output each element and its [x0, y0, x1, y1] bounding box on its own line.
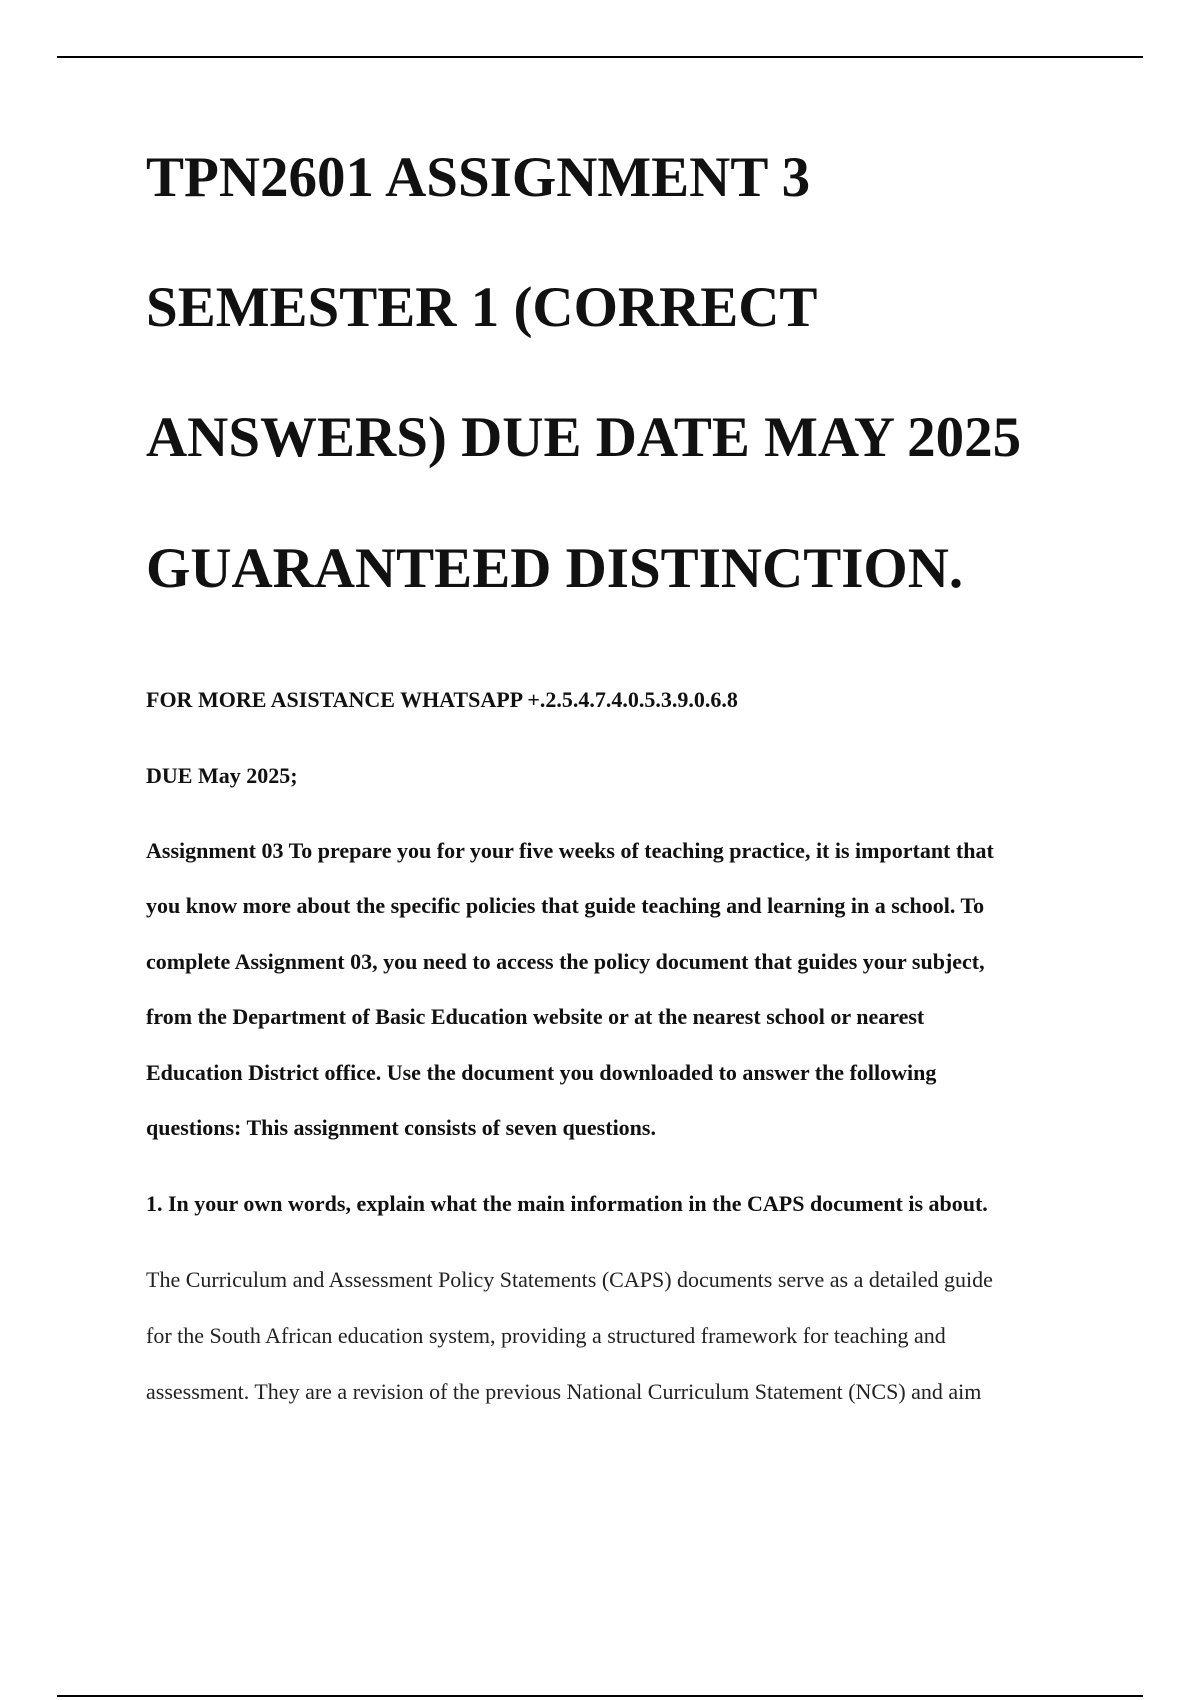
answer-1-line-2: for the South African education system, providing a structured framework for teaching and	[146, 1323, 946, 1348]
answer-1-line-1: The Curriculum and Assessment Policy Statements (CAPS) documents serve as a detailed guide	[146, 1267, 993, 1292]
title-line-4: GUARANTEED DISTINCTION.	[146, 537, 964, 600]
contact-line: FOR MORE ASISTANCE WHATSAPP +.2.5.4.7.4.0.5.3.9.0.6.8	[146, 687, 738, 712]
intro-line-4: from the Department of Basic Education website or at the nearest school or nearest	[146, 1004, 925, 1029]
bottom-rule	[57, 1695, 1143, 1697]
answer-1-line-3: assessment. They are a revision of the previous National Curriculum Statement (NCS) and aim	[146, 1379, 982, 1404]
intro-line-6: questions: This assignment consists of seven questions.	[146, 1115, 656, 1140]
title-line-2: SEMESTER 1 (CORRECT	[146, 276, 818, 339]
title-line-3: ANSWERS) DUE DATE MAY 2025	[146, 406, 1022, 469]
intro-line-2: you know more about the specific policies that guide teaching and learning in a school. To	[146, 893, 985, 918]
intro-line-1: Assignment 03 To prepare you for your five weeks of teaching practice, it is important that	[146, 838, 994, 863]
question-1: 1. In your own words, explain what the main information in the CAPS document is about.	[146, 1191, 988, 1216]
intro-line-5: Education District office. Use the document you downloaded to answer the following	[146, 1060, 937, 1085]
title-line-1: TPN2601 ASSIGNMENT 3	[146, 146, 811, 209]
intro-line-3: complete Assignment 03, you need to access the policy document that guides your subject,	[146, 949, 985, 974]
top-rule	[57, 56, 1143, 58]
due-line: DUE May 2025;	[146, 763, 298, 788]
